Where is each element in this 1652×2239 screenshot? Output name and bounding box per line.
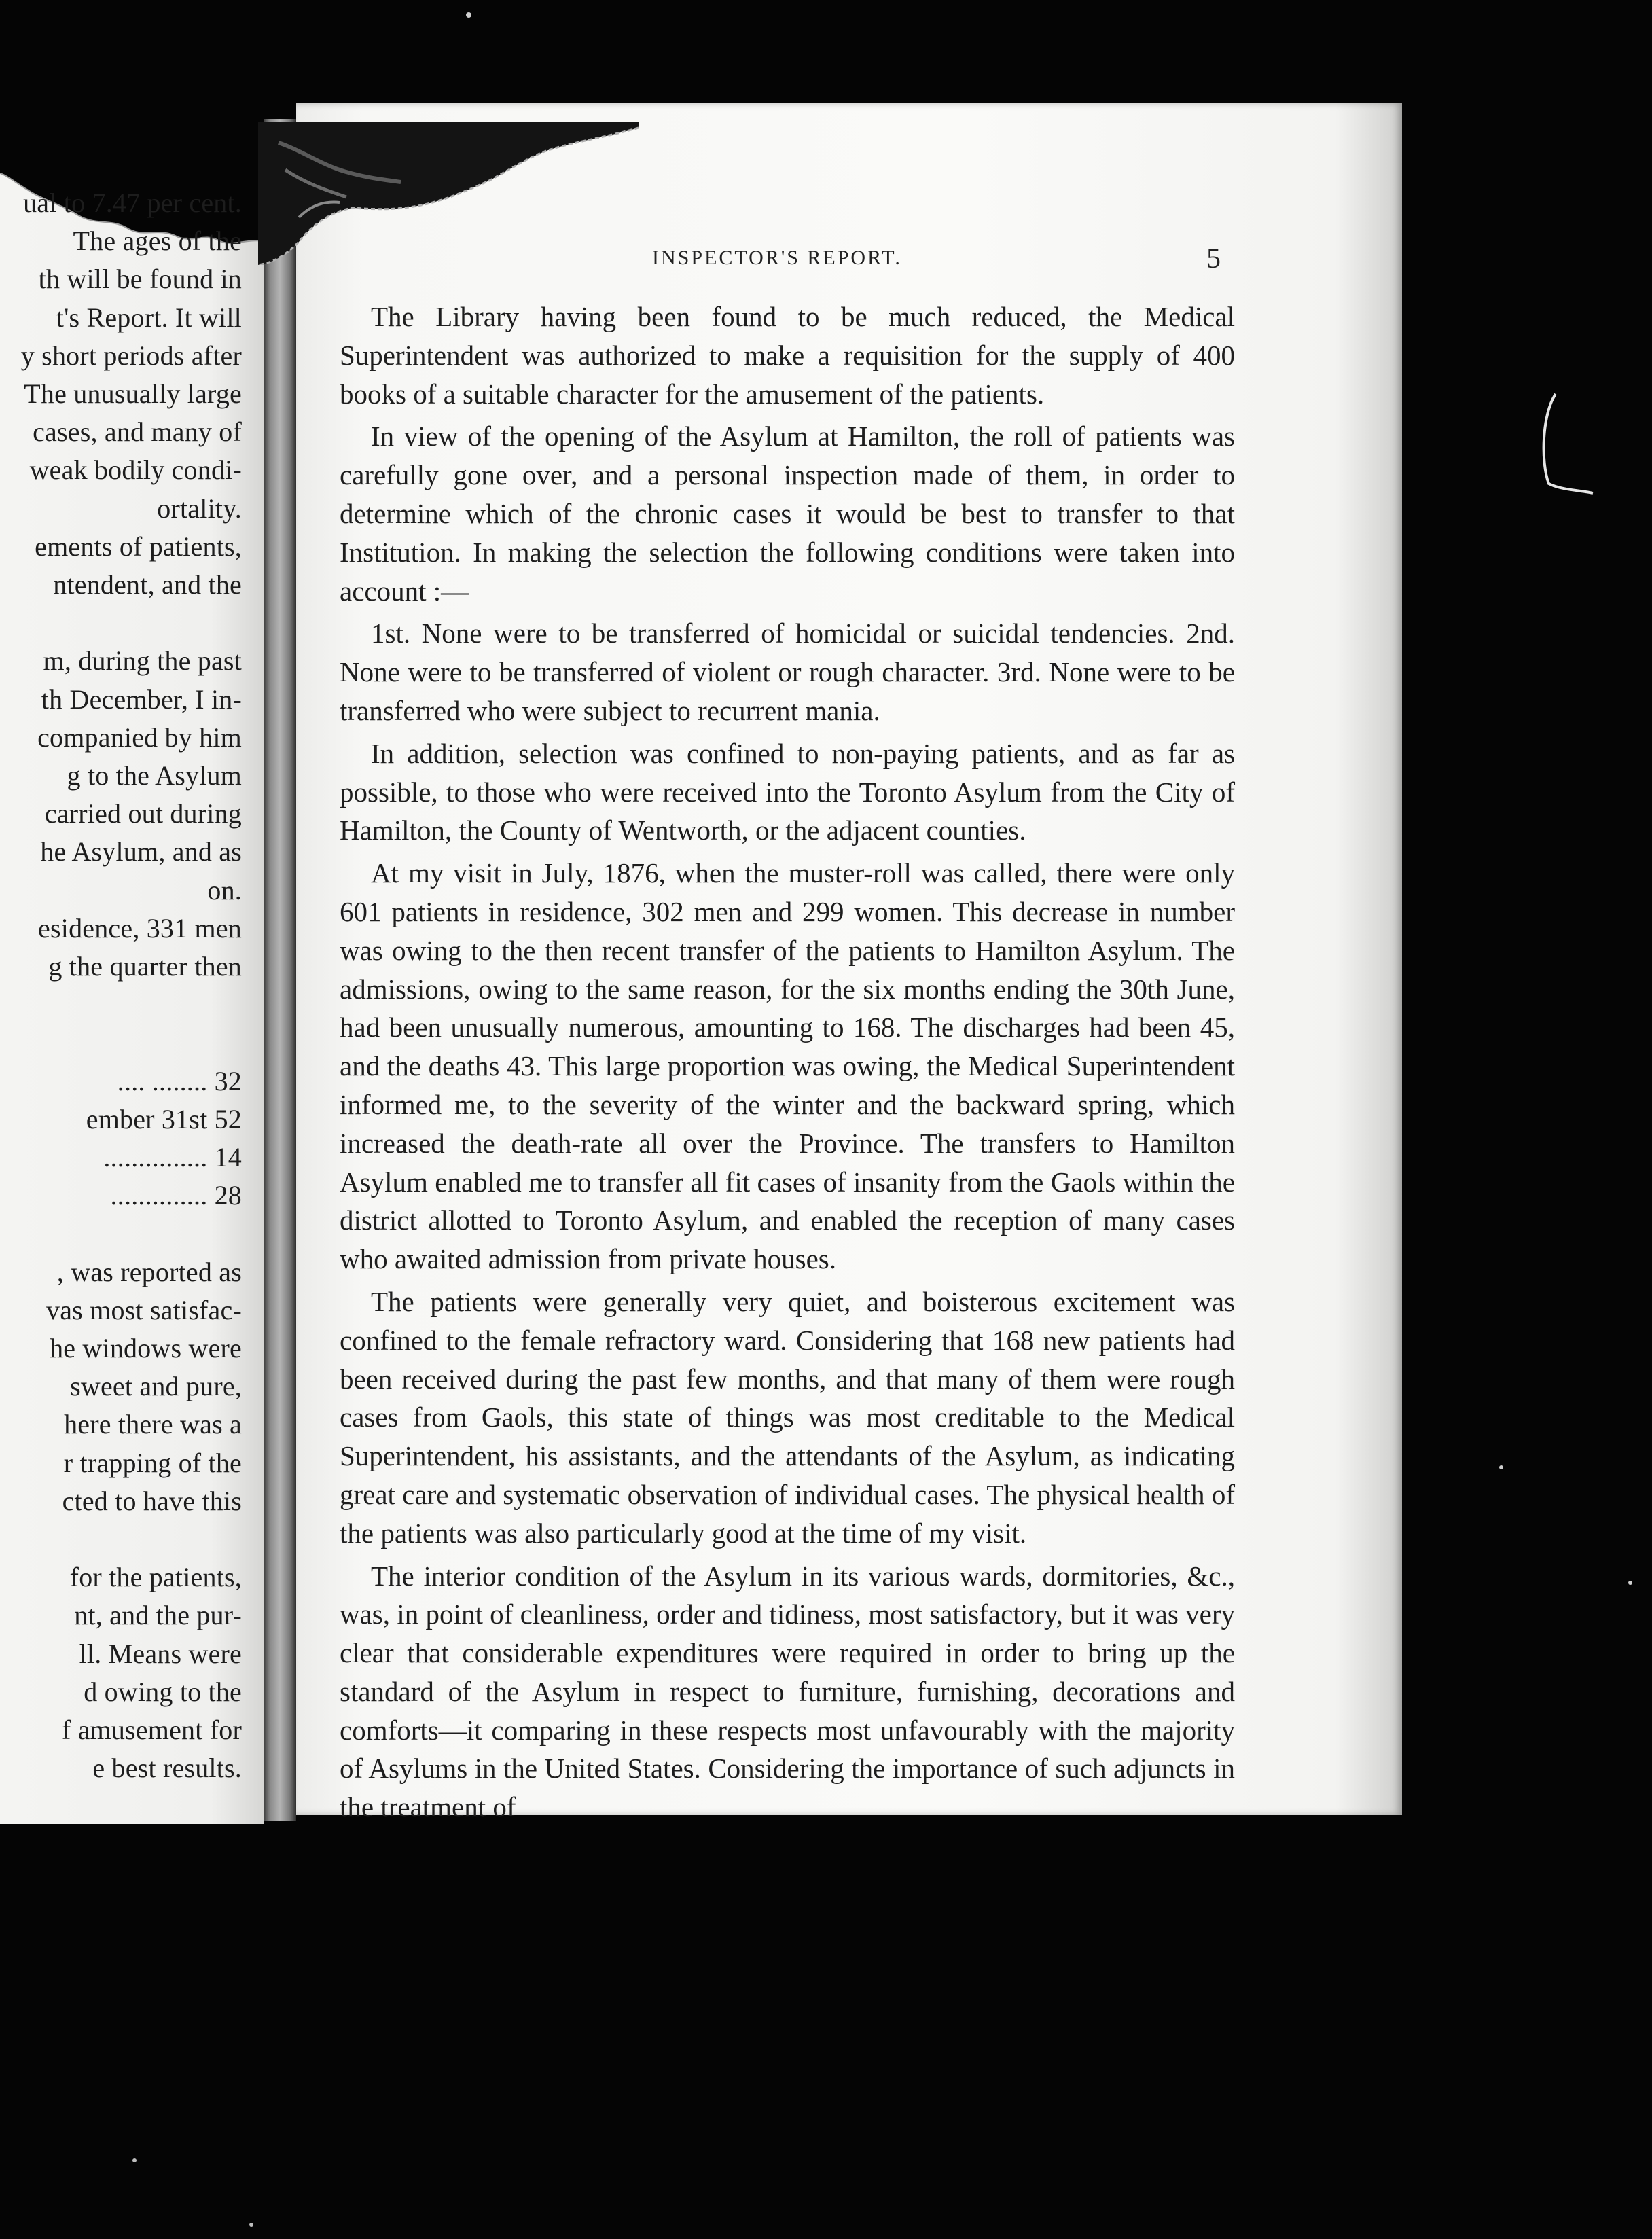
paragraph: At my visit in July, 1876, when the muster-roll was called, there were only 601 patients in residence, 302 men and 299 women. This decrease in number was owing to the then recent transfer of the patients to Hamilton Asylum. The admissions, owing to the same reason, for the six months ending the 30th June, had been unusually numerous, amounting to 168. The discharges had been 45, and the deaths 43. This large proportion was owing, the Medical Superintendent informed me, to the severity of the winter and the backward spring, which increased the death-rate all over the Province. The transfers to Hamilton Asylum enabled me to transfer all fit cases of insanity from the Gaols within the district allotted to Toronto Asylum, and enabled the reception of many cases who awaited admission from private houses. — [340, 857, 1235, 1275]
left-page-line: ual to 7.47 per cent. — [23, 187, 242, 218]
left-page-line: t's Report. It will — [56, 302, 242, 333]
left-page-line: sweet and pure, — [70, 1371, 242, 1402]
paragraph: The interior condition of the Asylum in its various wards, dormitories, &c., was, in point of cleanliness, order and tidiness, most satisfactory, but it was very clear that considerable expenditures were required in order to bring up the standard of the Asylum in respect to furniture, furnishing, decorations and comforts—it comparing in these respects most unfavourably with the majority of Asylums in the United States. Considering the importance of such adjuncts in the treatment of — [340, 1560, 1235, 1823]
left-page-line: ortality. — [157, 492, 242, 524]
left-page-line: ements of patients, — [35, 531, 242, 562]
paragraph: The Library having been found to be much reduced, the Medical Superintendent was authorized to make a requisition for the supply of 400 books of a suitable character for the amusement of the patients. — [340, 301, 1235, 410]
left-page-line: here there was a — [64, 1409, 242, 1440]
page-number: 5 — [1206, 243, 1221, 274]
left-page-line: carried out during — [44, 798, 242, 829]
running-head: INSPECTOR'S REPORT. — [652, 247, 902, 269]
left-page-line: .............. 28 — [110, 1180, 242, 1211]
report-body — [340, 298, 1235, 1827]
left-page-line: .... ........ 32 — [117, 1065, 242, 1096]
paragraph: In view of the opening of the Asylum at Hamilton, the roll of patients was carefully gone over, and a personal inspection made of them, in order to determine which of the chronic cases it would be best to transfer to that Institution. In making the selection the following conditions were taken into account :— — [340, 420, 1235, 607]
left-page-line: for the patients, — [69, 1562, 242, 1593]
left-page-line: th December, I in- — [41, 683, 242, 715]
left-page-line: g the quarter then — [48, 951, 242, 982]
left-page-line: nt, and the pur- — [74, 1600, 242, 1631]
left-page-line: on. — [207, 874, 242, 906]
left-page-line: d owing to the — [84, 1676, 242, 1707]
page-damage — [258, 122, 639, 265]
left-page-line: m, during the past — [43, 645, 242, 677]
left-page-line: e best results. — [92, 1753, 242, 1784]
left-page-line: r trapping of the — [63, 1447, 242, 1478]
left-page-line: f amusement for — [61, 1715, 242, 1745]
left-page-line: ember 31st 52 — [86, 1103, 242, 1134]
left-page-line: g to the Asylum — [67, 760, 242, 791]
left-page-line: The ages of the — [73, 226, 242, 257]
left-page — [0, 119, 264, 1824]
left-page-line: y short periods after — [20, 340, 242, 371]
left-page-line: esidence, 331 men — [38, 912, 242, 944]
left-page-line: ll. Means were — [79, 1638, 242, 1669]
book-gutter — [264, 119, 296, 1821]
left-page-line: he Asylum, and as — [40, 836, 242, 867]
paragraph: The patients were generally very quiet, and boisterous excitement was confined to the female refractory ward. Considering that 168 new patients had been received during the past few months, and that many of them were rough cases from Gaols, this state of things was most creditable to the Medical Superintendent, his assistants, and the attendants of the Asylum, as indicating great care and systematic observation of individual cases. The physical health of the patients was also particularly good at the time of my visit. — [340, 1285, 1235, 1549]
left-page-line: vas most satisfac- — [46, 1294, 242, 1325]
paragraph: In addition, selection was confined to non-paying patients, and as far as possible, to those who were received into the Toronto Asylum from the City of Hamilton, the County of Wentworth, or the adjacent counties. — [340, 737, 1235, 846]
left-page-line: companied by him — [37, 721, 242, 753]
left-page-line: The unusually large — [24, 378, 242, 409]
left-page-line: cted to have this — [62, 1485, 242, 1516]
left-page-line: he windows were — [50, 1333, 242, 1363]
left-page-line: ............... 14 — [103, 1142, 242, 1172]
paragraph: 1st. None were to be transferred of homicidal or suicidal tendencies. 2nd. None were to be transferred of violent or rough character. 3rd. None were to be transferred who were subject to recurrent mania. — [340, 617, 1235, 726]
left-page-line: ntendent, and the — [53, 569, 242, 600]
left-page-line: weak bodily condi- — [29, 454, 242, 486]
left-page-line: , was reported as — [56, 1256, 242, 1287]
left-page-line: th will be found in — [38, 264, 242, 295]
left-page-line: cases, and many of — [33, 416, 242, 448]
